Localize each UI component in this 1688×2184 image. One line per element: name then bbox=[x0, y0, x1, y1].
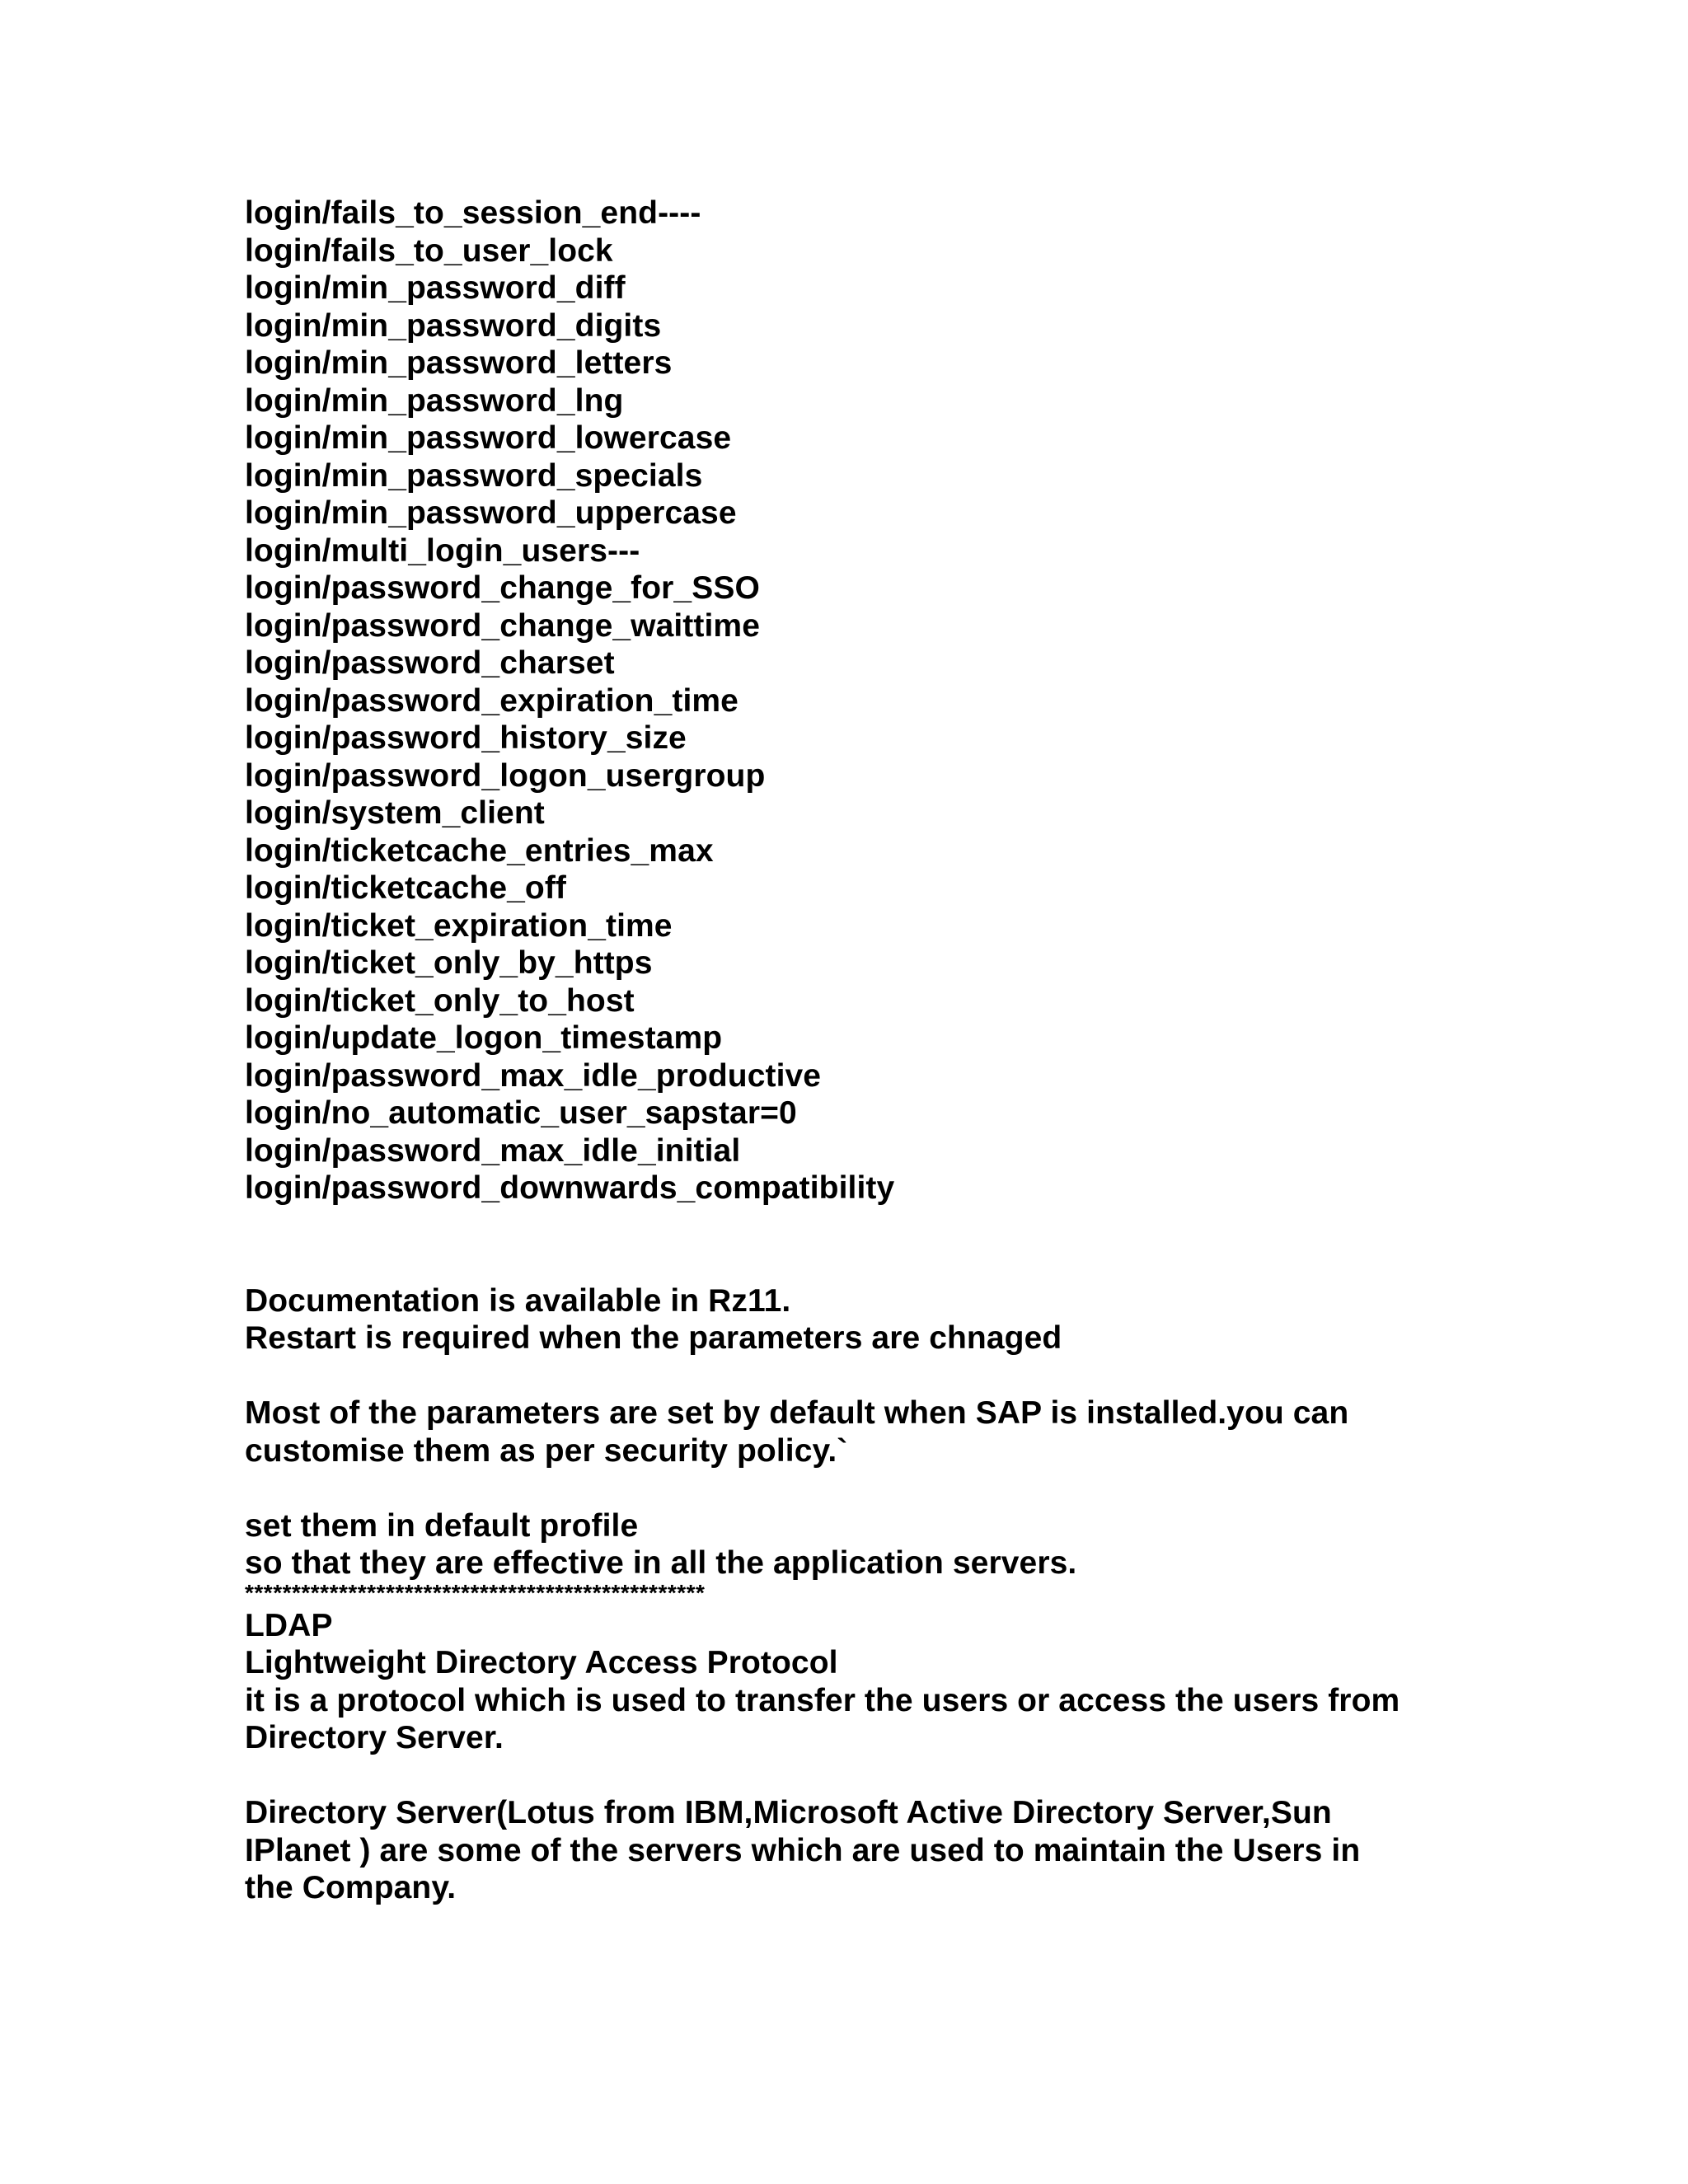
parameter-item: login/min_password_lowercase bbox=[245, 420, 732, 456]
directory-servers-line-1: Directory Server(Lotus from IBM,Microsoft Active Directory Server,Sun bbox=[245, 1795, 1332, 1830]
spacer bbox=[245, 1757, 1481, 1795]
spacer bbox=[245, 1357, 1481, 1395]
parameter-item: login/fails_to_session_end---- bbox=[245, 195, 701, 231]
parameter-item: login/ticketcache_off bbox=[245, 870, 567, 906]
parameter-item: login/min_password_diff bbox=[245, 270, 626, 306]
parameter-item: login/password_max_idle_productive bbox=[245, 1057, 822, 1094]
parameter-item: login/system_client bbox=[245, 795, 545, 831]
parameter-item: login/password_downwards_compatibility bbox=[245, 1170, 895, 1206]
parameter-item: login/ticket_expiration_time bbox=[245, 907, 673, 944]
parameter-item: login/password_max_idle_initial bbox=[245, 1132, 741, 1169]
parameter-item: login/ticketcache_entries_max bbox=[245, 832, 714, 869]
parameter-item: login/ticket_only_by_https bbox=[245, 945, 653, 981]
ldap-heading: LDAP bbox=[245, 1607, 333, 1643]
parameter-item: login/fails_to_user_lock bbox=[245, 232, 613, 269]
parameter-item: login/password_history_size bbox=[245, 720, 687, 756]
defaults-note-line-2: customise them as per security policy.` bbox=[245, 1432, 848, 1469]
parameter-item: login/password_charset bbox=[245, 645, 615, 681]
parameter-item: login/no_automatic_user_sapstar=0 bbox=[245, 1095, 797, 1131]
defaults-note-line-1: Most of the parameters are set by default when SAP is installed.you can bbox=[245, 1395, 1349, 1431]
parameter-list bbox=[245, 194, 1481, 1207]
profile-note-line-1: set them in default profile bbox=[245, 1507, 639, 1544]
restart-note: Restart is required when the parameters are chnaged bbox=[245, 1320, 1062, 1356]
directory-servers-line-2: IPlanet ) are some of the servers which are used to maintain the Users in bbox=[245, 1832, 1361, 1868]
ldap-full-name: Lightweight Directory Access Protocol bbox=[245, 1645, 838, 1680]
parameter-item: login/min_password_letters bbox=[245, 345, 673, 381]
profile-note-line-2: so that they are effective in all the application servers. bbox=[245, 1545, 1077, 1581]
parameter-item: login/update_logon_timestamp bbox=[245, 1020, 723, 1056]
parameter-item: login/min_password_lng bbox=[245, 382, 624, 419]
spacer bbox=[245, 1469, 1481, 1507]
parameter-item: login/password_logon_usergroup bbox=[245, 757, 766, 794]
parameter-item: login/min_password_digits bbox=[245, 307, 662, 344]
ldap-description-line-2: Directory Server. bbox=[245, 1720, 504, 1755]
ldap-description-line-1: it is a protocol which is used to transfer the users or access the users from bbox=[245, 1682, 1400, 1718]
parameter-item: login/password_change_for_SSO bbox=[245, 570, 760, 606]
parameter-item: login/password_change_waittime bbox=[245, 607, 760, 644]
separator-line: ************************************************* bbox=[245, 1582, 706, 1605]
parameter-item: login/min_password_uppercase bbox=[245, 495, 737, 531]
document-body bbox=[245, 194, 1481, 1907]
documentation-note: Documentation is available in Rz11. bbox=[245, 1282, 791, 1319]
parameter-item: login/min_password_specials bbox=[245, 457, 703, 494]
spacer bbox=[245, 1207, 1481, 1282]
parameter-item: login/password_expiration_time bbox=[245, 682, 738, 719]
parameter-item: login/multi_login_users--- bbox=[245, 532, 640, 569]
directory-servers-line-3: the Company. bbox=[245, 1870, 457, 1905]
parameter-item: login/ticket_only_to_host bbox=[245, 982, 635, 1019]
